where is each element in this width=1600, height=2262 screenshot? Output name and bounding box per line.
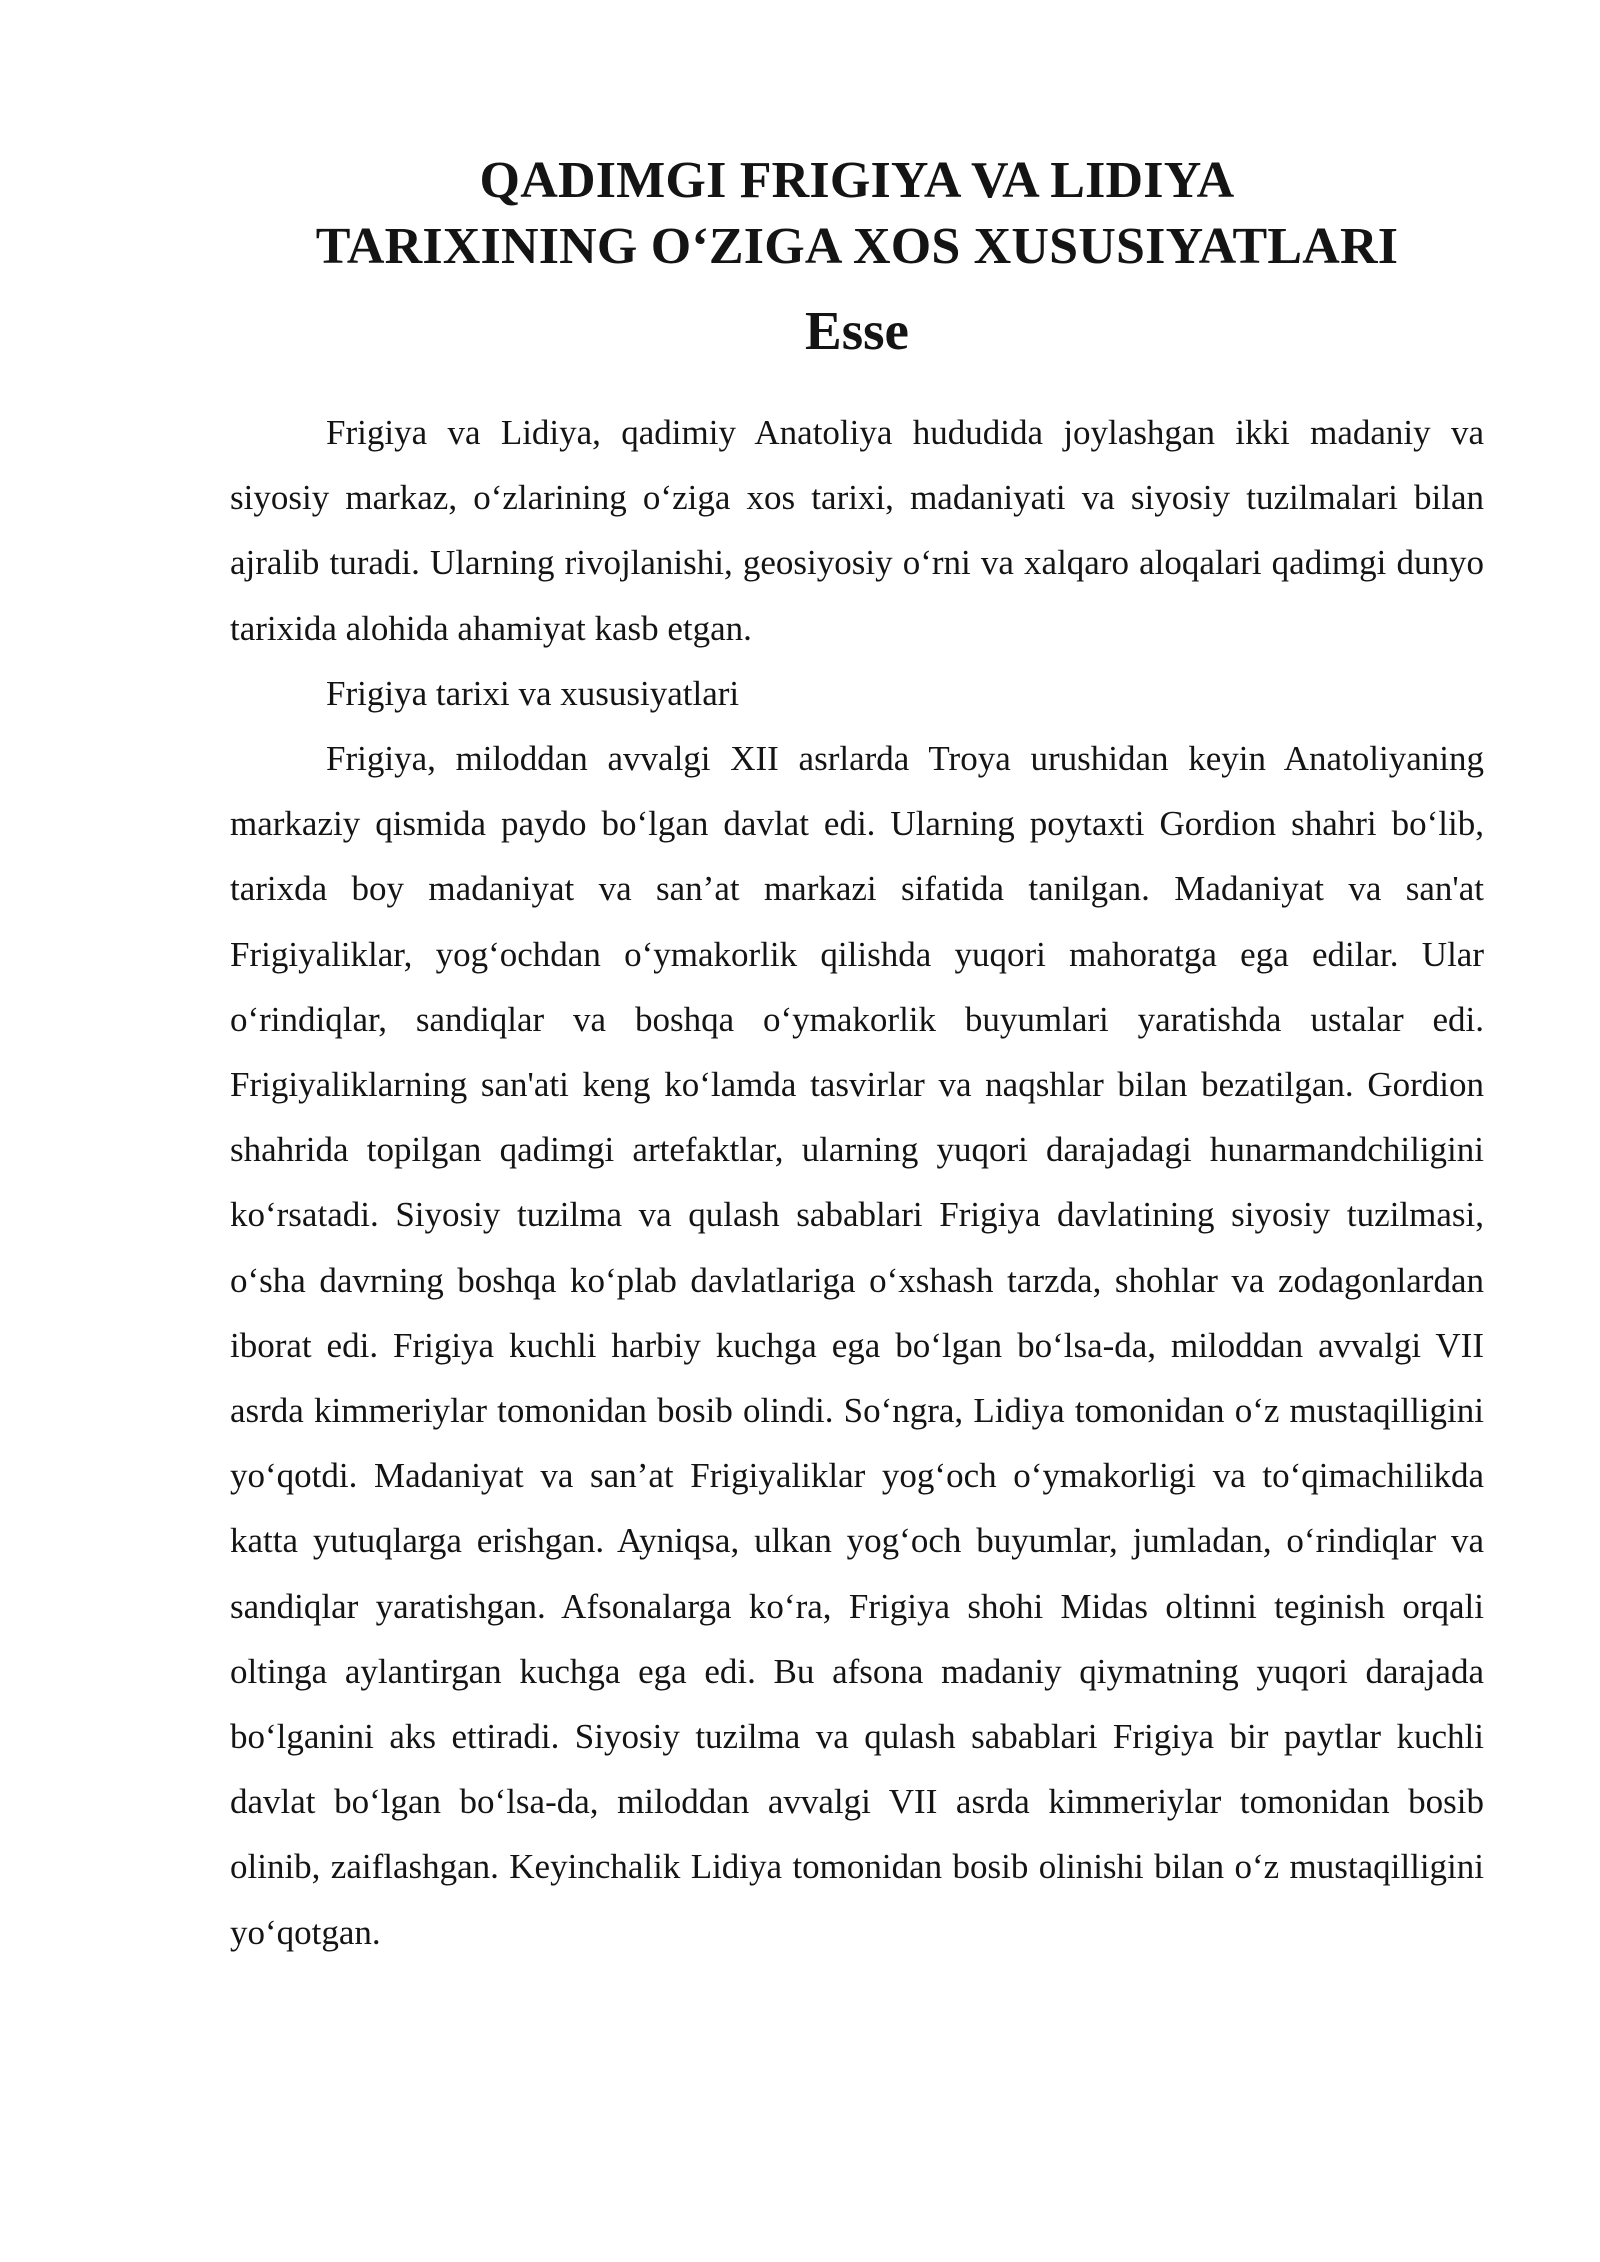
document-subtitle: Esse xyxy=(805,300,909,361)
title-line-2: TARIXINING O‘ZIGA XOS XUSUSIYATLARI xyxy=(315,218,1399,275)
document-body xyxy=(230,400,1484,1965)
paragraph-intro: Frigiya va Lidiya, qadimiy Anatoliya hududida joylashgan ikki madaniy va siyosiy markaz, o‘zlarining o‘ziga xos tarixi, madaniyati va siyosiy tuzilmalari bilan ajralib turadi. Ularning rivojlanishi, geosiyosiy o‘rni va xalqaro aloqalari qadimgi dunyo tarixida alohida ahamiyat kasb etgan. xyxy=(230,413,1484,648)
document-title xyxy=(230,148,1484,280)
paragraph-frigiya: Frigiya, miloddan avvalgi XII asrlarda Troya urushidan keyin Anatoliyaning markaziy qismida paydo bo‘lgan davlat edi. Ularning poytaxti Gordion shahri bo‘lib, tarixda boy madaniyat va san’at markazi sifatida tanilgan. Madaniyat va san'at Frigiyaliklar, yog‘ochdan o‘ymakorlik qilishda yuqori mahoratga ega edilar. Ular o‘rindiqlar, sandiqlar va boshqa o‘ymakorlik buyumlari yaratishda ustalar edi. Frigiyaliklarning san'ati keng ko‘lamda tasvirlar va naqshlar bilan bezatilgan. Gordion shahrida topilgan qadimgi artefaktlar, ularning yuqori darajadagi hunarmandchiligini ko‘rsatadi. Siyosiy tuzilma va qulash sabablari Frigiya davlatining siyosiy tuzilmasi, o‘sha davrning boshqa ko‘plab davlatlariga o‘xshash tarzda, shohlar va zodagonlardan iborat edi. Frigiya kuchli harbiy kuchga ega bo‘lgan bo‘lsa-da, miloddan avvalgi VII asrda kimmeriylar tomonidan bosib olindi. So‘ngra, Lidiya tomonidan o‘z mustaqilligini yo‘qotdi. Madaniyat va san’at Frigiyaliklar yog‘och o‘ymakorligi va to‘qimachilikda katta yutuqlarga erishgan. Ayniqsa, ulkan yog‘och buyumlar, jumladan, o‘rindiqlar va sandiqlar yaratishgan. Afsonalarga ko‘ra, Frigiya shohi Midas oltinni teginish orqali oltinga aylantirgan kuchga ega edi. Bu afsona madaniy qiymatning yuqori darajada bo‘lganini aks ettiradi. Siyosiy tuzilma va qulash sabablari Frigiya bir paytlar kuchli davlat bo‘lgan bo‘lsa-da, miloddan avvalgi VII asrda kimmeriylar tomonidan bosib olinib, zaiflashgan. Keyinchalik Lidiya tomonidan bosib olinishi bilan o‘z mustaqilligini yo‘qotgan. xyxy=(230,739,1484,1952)
title-line-1: QADIMGI FRIGIYA VA LIDIYA xyxy=(479,152,1235,209)
document-page xyxy=(230,148,1484,1965)
section-heading-frigiya: Frigiya tarixi va xususiyatlari xyxy=(326,673,740,713)
